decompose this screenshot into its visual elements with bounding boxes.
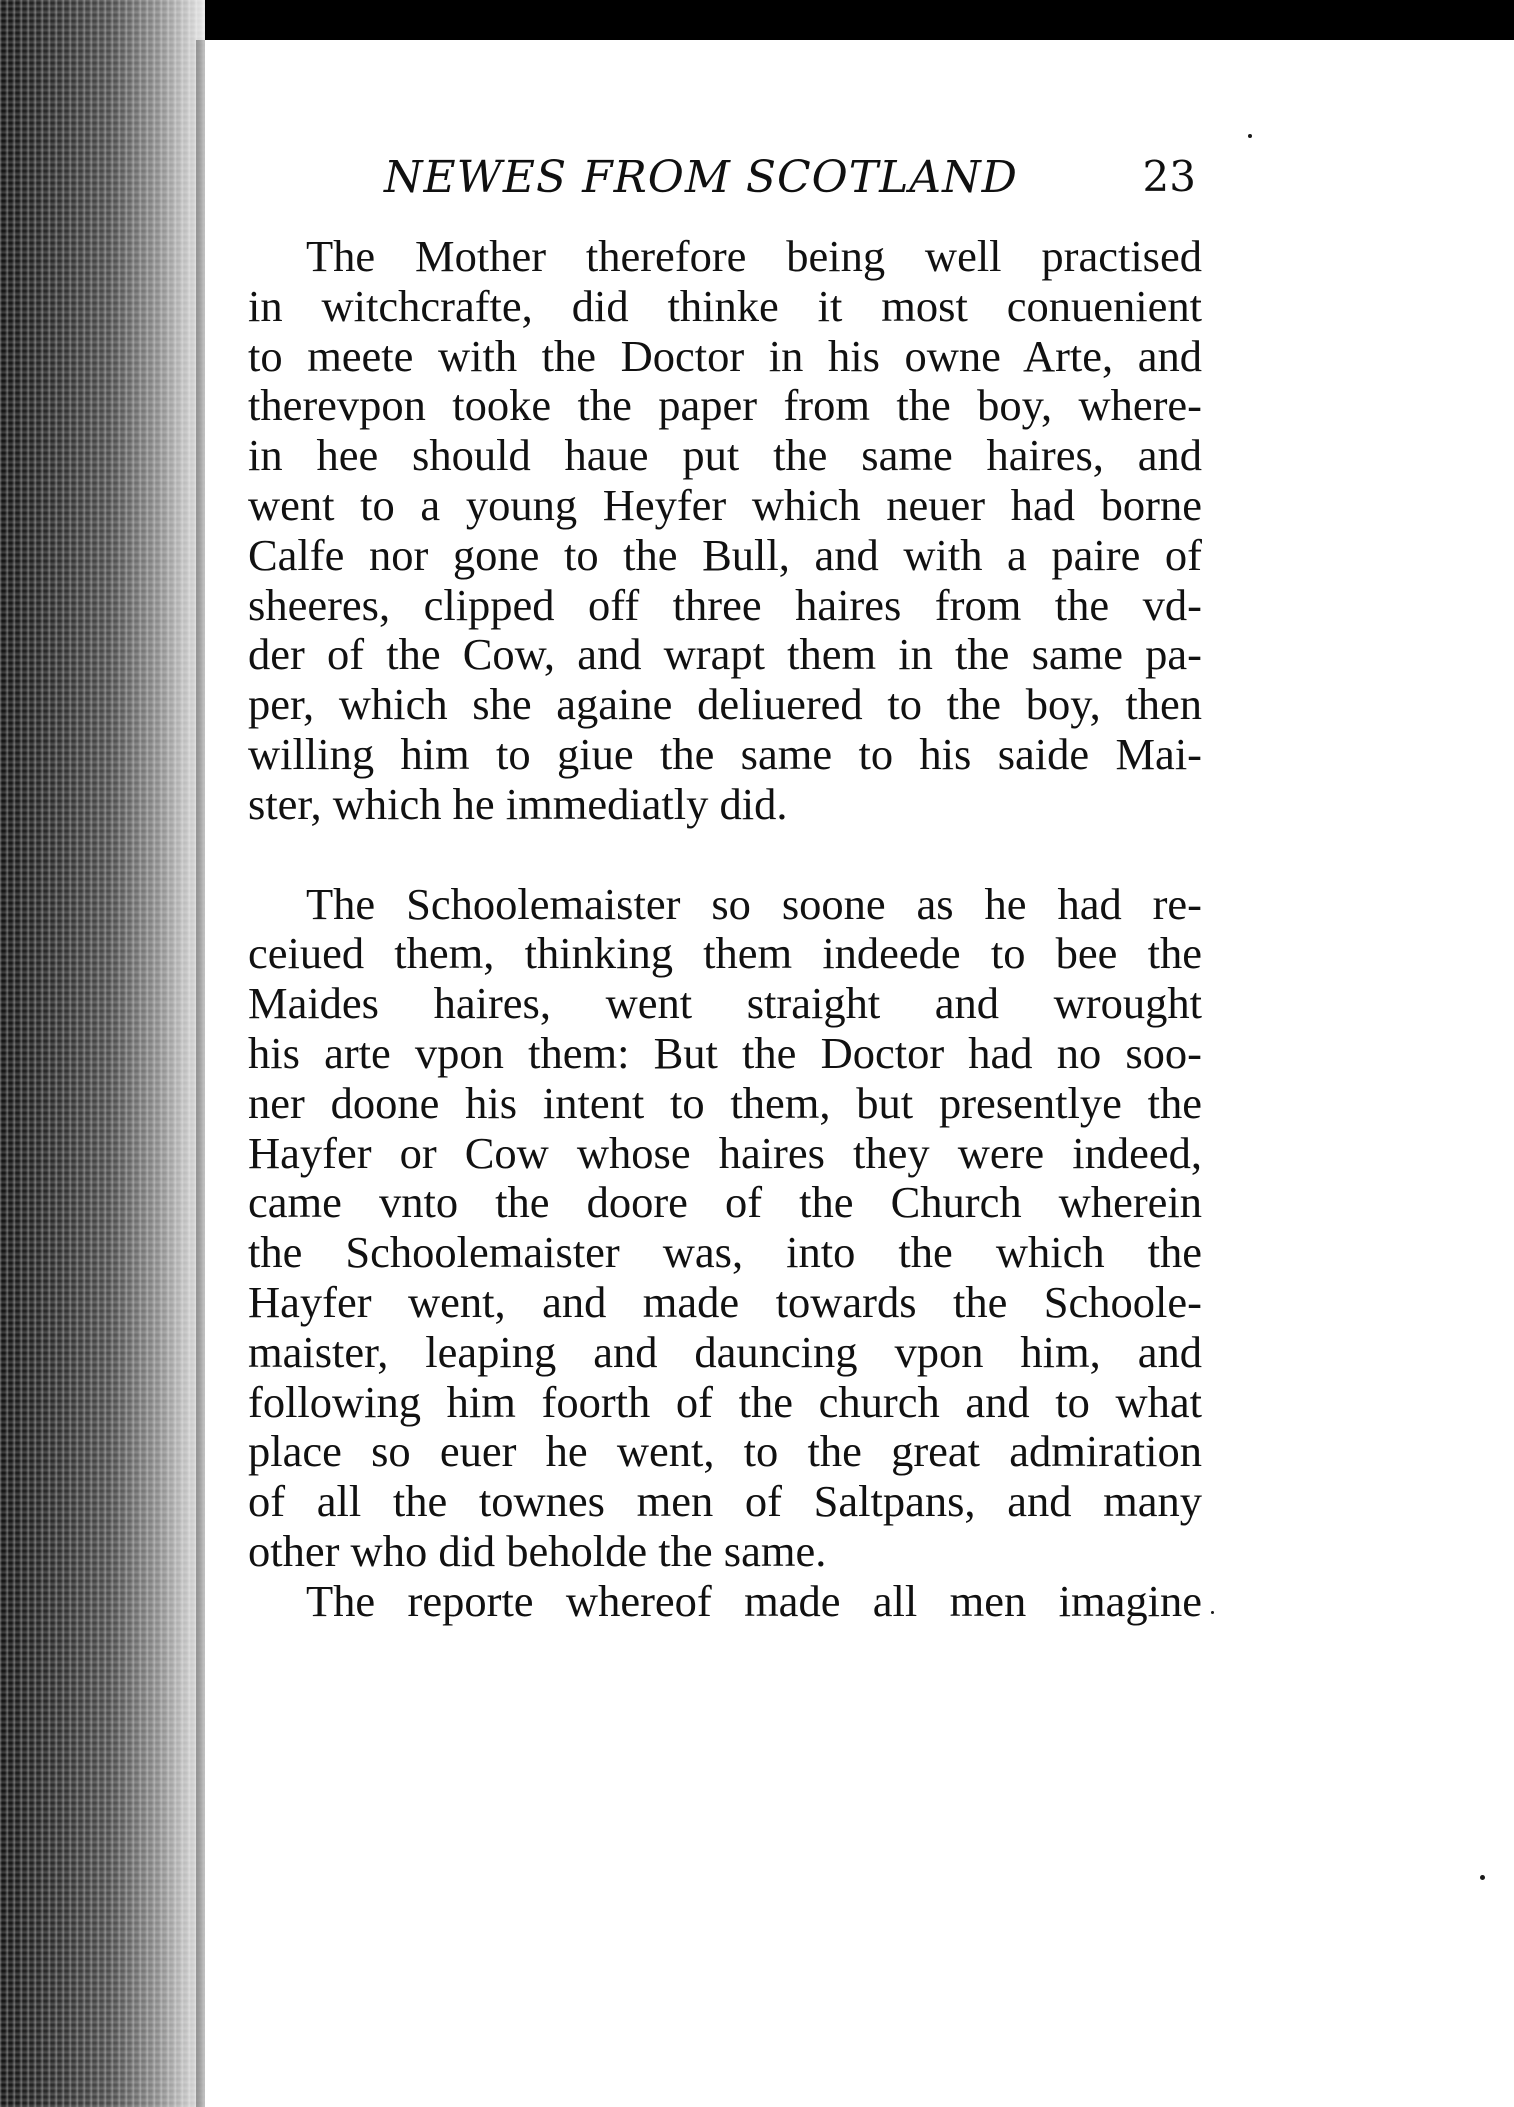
- text-line: in hee should haue put the same haires, and: [248, 430, 1202, 481]
- text-line: willing him to giue the same to his saide Mai-: [248, 728, 1202, 779]
- paragraph: [248, 880, 1202, 1577]
- text-line: per, which she againe deliuered to the boy, then: [248, 679, 1202, 730]
- text-line: therevpon tooke the paper from the boy, where-: [248, 380, 1202, 431]
- text-line: the Schoolemaister was, into the which the: [248, 1227, 1202, 1278]
- text-line: came vnto the doore of the Church wherein: [248, 1177, 1202, 1228]
- book-gutter-shadow: [0, 0, 205, 2107]
- text-line: place so euer he went, to the great admiration: [248, 1426, 1202, 1477]
- text-line: maister, leaping and dauncing vpon him, and: [248, 1326, 1202, 1377]
- text-line: following him foorth of the church and to what: [248, 1376, 1202, 1427]
- scan-top-border: [0, 0, 1514, 40]
- scan-speck: [1248, 134, 1252, 138]
- text-line: Calfe nor gone to the Bull, and with a paire of: [248, 529, 1202, 580]
- text-line: in witchcrafte, did thinke it most conuenient: [248, 280, 1202, 331]
- text-line: Maides haires, went straight and wrought: [248, 978, 1202, 1029]
- text-line: his arte vpon them: But the Doctor had no soo-: [248, 1027, 1202, 1078]
- scan-speck: [1480, 1875, 1485, 1880]
- body-text: [248, 232, 1202, 1627]
- running-title: NEWES FROM SCOTLAND: [384, 152, 1018, 203]
- text-line: of all the townes men of Saltpans, and many: [248, 1476, 1202, 1527]
- paragraph: [248, 232, 1202, 830]
- text-line: other who did beholde the same.: [248, 1525, 827, 1576]
- page-number: 23: [1142, 152, 1196, 201]
- text-line: Hayfer went, and made towards the Schoole-: [248, 1276, 1202, 1327]
- paragraph: [248, 1577, 1202, 1627]
- running-head: [384, 152, 1214, 208]
- scan-speck: [1211, 1611, 1214, 1614]
- text-line: der of the Cow, and wrapt them in the same pa-: [248, 629, 1202, 680]
- text-line: Hayfer or Cow whose haires they were indeed,: [248, 1127, 1202, 1178]
- paragraph-gap: [248, 830, 1202, 880]
- text-line: ner doone his intent to them, but presentlye the: [248, 1077, 1202, 1128]
- text-line: sheeres, clipped off three haires from the vd-: [248, 579, 1202, 630]
- text-line: The Schoolemaister so soone as he had re-: [306, 878, 1202, 929]
- text-line: went to a young Heyfer which neuer had borne: [248, 479, 1202, 530]
- text-line: The Mother therefore being well practised: [306, 231, 1202, 281]
- text-line: to meete with the Doctor in his owne Arte, and: [248, 330, 1202, 381]
- text-line: ceiued them, thinking them indeede to bee the: [248, 928, 1202, 979]
- text-line: ster, which he immediatly did.: [248, 778, 788, 829]
- text-line: The reporte whereof made all men imagine: [306, 1575, 1202, 1626]
